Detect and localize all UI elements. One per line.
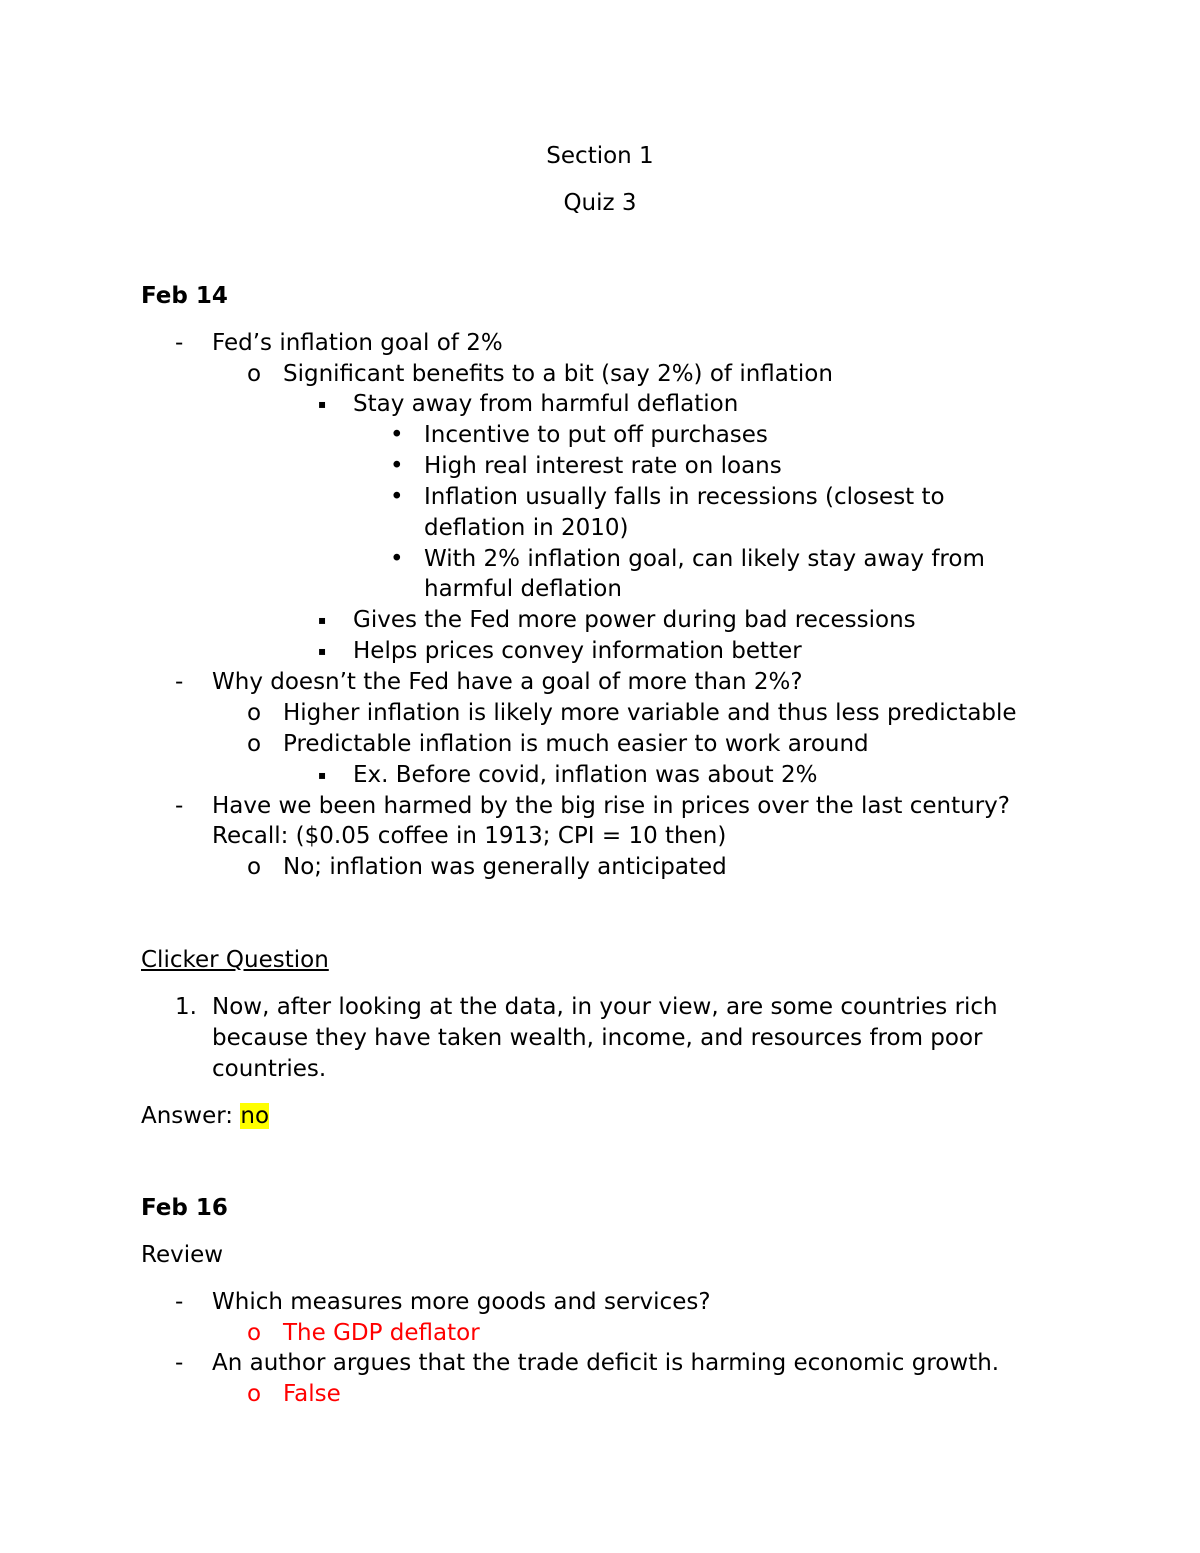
note-line: Have we been harmed by the big rise in prices over the last century?	[212, 793, 1010, 819]
note-line: Inflation usually falls in recessions (closest to	[424, 484, 945, 510]
square-bullet: ▪	[318, 613, 327, 627]
dash-bullet: -	[175, 793, 184, 819]
note-line: Gives the Fed more power during bad recessions	[353, 607, 916, 633]
note-line: High real interest rate on loans	[424, 453, 782, 479]
square-bullet: ▪	[318, 768, 327, 782]
note-line: Ex. Before covid, inflation was about 2%	[353, 762, 818, 788]
answer-value: no	[240, 1103, 270, 1129]
answer-label: Answer:	[141, 1103, 234, 1129]
circle-bullet: o	[247, 700, 262, 726]
note-line: Recall: ($0.05 coffee in 1913; CPI = 10 then)	[212, 823, 727, 849]
question-line: Now, after looking at the data, in your view, are some countries rich	[212, 994, 998, 1020]
circle-bullet: o	[247, 854, 262, 880]
note-line: Predictable inflation is much easier to work around	[283, 731, 869, 757]
circle-bullet: o	[247, 1320, 262, 1346]
review-label: Review	[141, 1242, 224, 1268]
note-line: Fed’s inflation goal of 2%	[212, 330, 503, 356]
clicker-heading: Clicker Question	[141, 947, 329, 973]
question-line: countries.	[212, 1056, 327, 1082]
dash-bullet: -	[175, 1350, 184, 1376]
numbered-marker: 1.	[175, 994, 197, 1020]
answer-text: False	[283, 1381, 341, 1407]
note-line: Incentive to put off purchases	[424, 422, 768, 448]
note-line: Significant benefits to a bit (say 2%) of inflation	[283, 361, 833, 387]
circle-bullet: o	[247, 731, 262, 757]
quiz-title: Quiz 3	[563, 190, 637, 216]
note-line: Which measures more goods and services?	[212, 1289, 711, 1315]
square-bullet: ▪	[318, 644, 327, 658]
note-line: Why doesn’t the Fed have a goal of more than 2%?	[212, 669, 803, 695]
note-line: Helps prices convey information better	[353, 638, 802, 664]
circle-bullet: o	[247, 361, 262, 387]
circle-bullet: o	[247, 1381, 262, 1407]
feb16-heading: Feb 16	[141, 1195, 228, 1221]
dash-bullet: -	[175, 330, 184, 356]
note-line: An author argues that the trade deficit is harming economic growth.	[212, 1350, 1000, 1376]
answer-line	[141, 1101, 269, 1132]
dot-bullet: •	[390, 453, 404, 479]
dash-bullet: -	[175, 1289, 184, 1315]
note-line: Stay away from harmful deflation	[353, 391, 739, 417]
dash-bullet: -	[175, 669, 184, 695]
answer-text: The GDP deflator	[283, 1320, 480, 1346]
question-line: because they have taken wealth, income, and resources from poor	[212, 1025, 983, 1051]
square-bullet: ▪	[318, 397, 327, 411]
note-line: deflation in 2010)	[424, 515, 629, 541]
note-line: No; inflation was generally anticipated	[283, 854, 727, 880]
feb14-heading: Feb 14	[141, 283, 228, 309]
note-line: With 2% inflation goal, can likely stay away from	[424, 546, 985, 572]
section-title: Section 1	[546, 143, 654, 169]
note-line: harmful deflation	[424, 576, 622, 602]
note-line: Higher inflation is likely more variable and thus less predictable	[283, 700, 1017, 726]
dot-bullet: •	[390, 484, 404, 510]
dot-bullet: •	[390, 546, 404, 572]
dot-bullet: •	[390, 422, 404, 448]
